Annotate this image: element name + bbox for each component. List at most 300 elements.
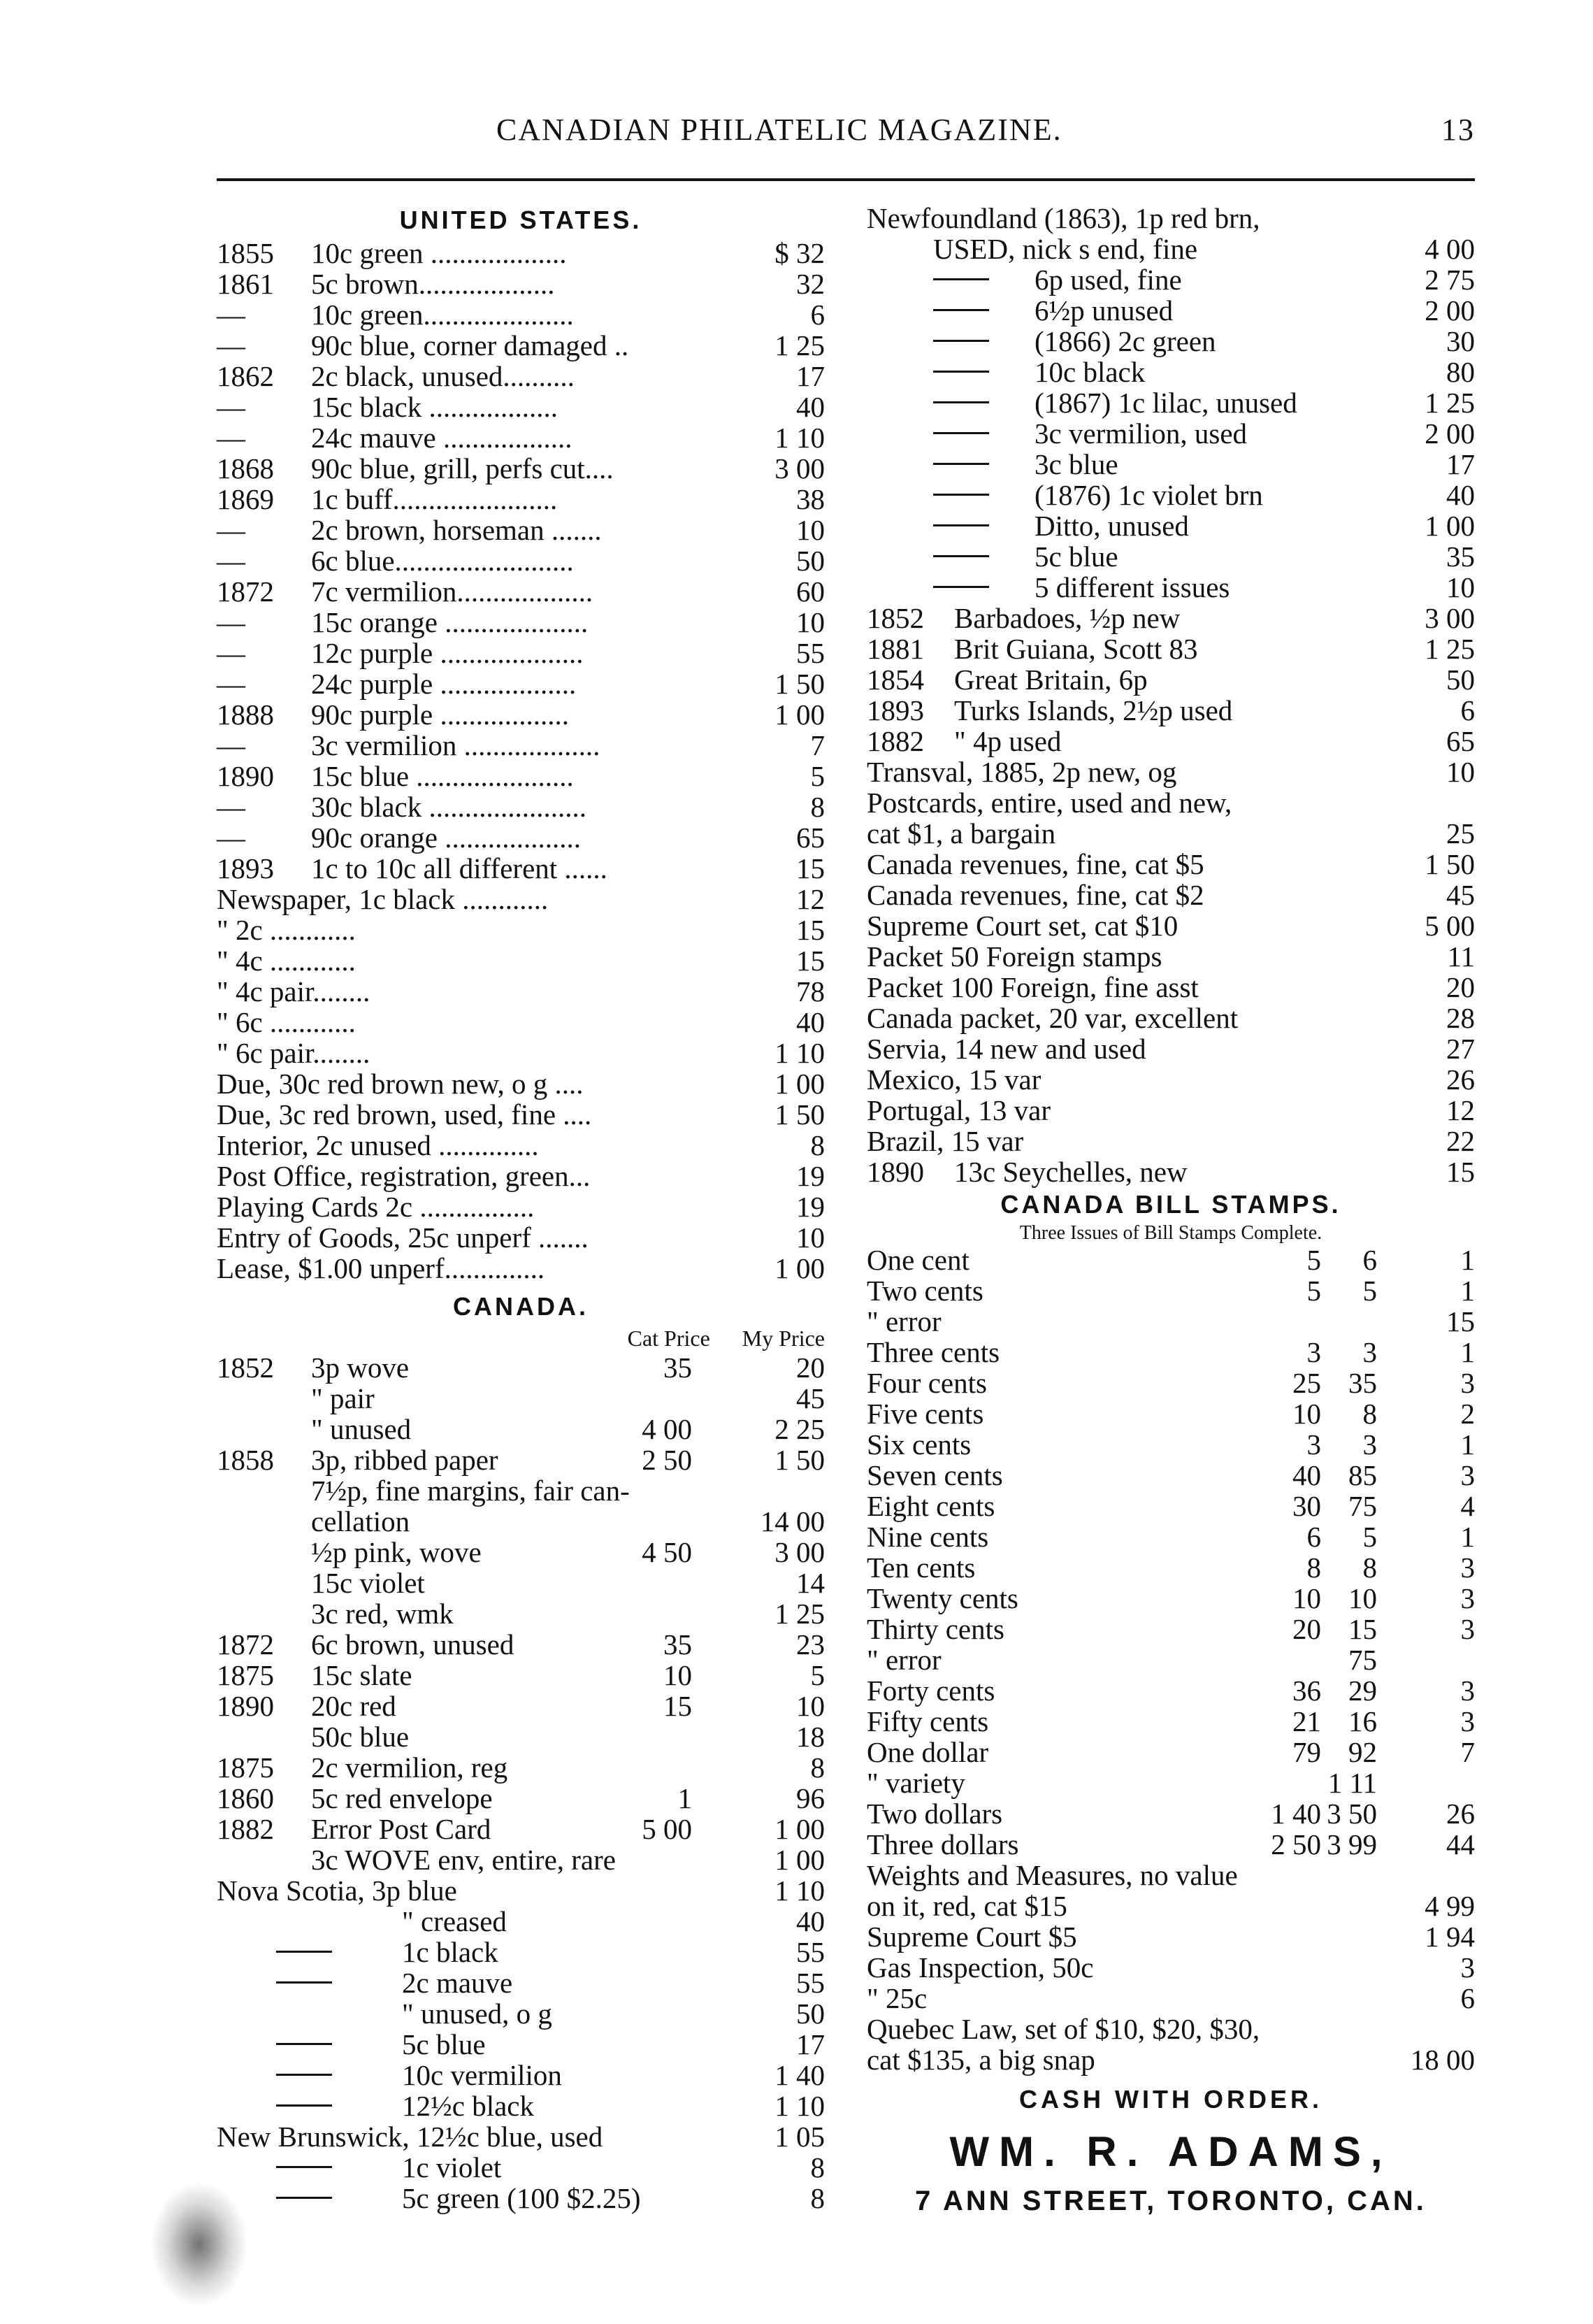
misc-row xyxy=(867,1033,1475,1064)
bill-item: Ten cents xyxy=(867,1551,976,1584)
nf-row xyxy=(867,480,1475,510)
bill-issue-1: 40 xyxy=(1292,1459,1321,1491)
misc-year: 1854 xyxy=(867,664,924,696)
cat-price: 4 50 xyxy=(642,1536,692,1568)
us-row xyxy=(217,945,825,976)
canada-year: 1852 xyxy=(217,1351,274,1384)
bill-issue-1: 3 xyxy=(1306,1428,1321,1461)
canada-item: 10c vermilion xyxy=(402,2059,562,2091)
us-item: 15c black .................. xyxy=(311,391,558,423)
cash-with-order: CASH WITH ORDER. xyxy=(1019,2085,1322,2114)
us-amount: 1 00 xyxy=(774,698,825,731)
us-amount: 10 xyxy=(796,606,825,638)
ditto-dash xyxy=(933,555,989,557)
ditto-dash xyxy=(933,586,989,588)
misc-row xyxy=(867,1156,1475,1187)
us-year: — xyxy=(217,668,245,700)
us-row xyxy=(217,1099,825,1130)
misc-year: 1890 xyxy=(867,1156,924,1188)
us-item: 1c buff....................... xyxy=(311,483,558,515)
my-price: 14 xyxy=(796,1567,825,1599)
canada-item: 5c red envelope xyxy=(311,1782,493,1814)
canada-row xyxy=(217,2121,825,2152)
canada-column-headers xyxy=(217,1324,825,1352)
bill-row xyxy=(867,1675,1475,1706)
misc-amount: 45 xyxy=(1446,879,1475,911)
us-row xyxy=(217,976,825,1007)
misc-item: Canada revenues, fine, cat $2 xyxy=(867,879,1204,911)
tail-row xyxy=(867,1952,1475,1983)
my-price: 40 xyxy=(796,1905,825,1937)
ditto-dash xyxy=(933,463,989,465)
us-row xyxy=(217,238,825,268)
us-amount: 10 xyxy=(796,514,825,546)
us-item: Lease, $1.00 unperf.............. xyxy=(217,1252,545,1284)
canada-item: 3c red, wmk xyxy=(311,1598,454,1630)
bill-issue-2: 8 xyxy=(1362,1398,1377,1430)
us-year: — xyxy=(217,637,245,669)
nf-item: 3c vermilion, used xyxy=(1035,417,1248,450)
nf-amount: 4 00 xyxy=(1425,233,1475,265)
canada-row xyxy=(217,1998,825,2029)
canada-item: 15c violet xyxy=(311,1567,425,1599)
misc-item: Portugal, 13 var xyxy=(867,1094,1051,1126)
bill-issue-3: 3 xyxy=(1460,1459,1475,1491)
us-list xyxy=(217,238,825,1284)
canada-row xyxy=(217,1352,825,1383)
us-item: 6c blue......................... xyxy=(311,545,574,577)
us-amount: 60 xyxy=(796,575,825,608)
canada-row xyxy=(217,1568,825,1598)
bill-issue-3: 3 xyxy=(1460,1674,1475,1707)
us-row xyxy=(217,1038,825,1068)
bill-issue-2: 1 11 xyxy=(1327,1767,1377,1799)
canada-item: 7½p, fine margins, fair can- xyxy=(311,1475,630,1507)
bill-issue-1: 79 xyxy=(1292,1736,1321,1768)
bill-issue-3: 1 xyxy=(1460,1428,1475,1461)
bill-row xyxy=(867,1706,1475,1737)
misc-row xyxy=(867,849,1475,880)
tail-row xyxy=(867,1983,1475,2014)
us-item: 12c purple .................... xyxy=(311,637,584,669)
us-row xyxy=(217,1253,825,1284)
canada-item: New Brunswick, 12½c blue, used xyxy=(217,2121,603,2153)
my-price: 5 xyxy=(810,1659,825,1691)
bill-row xyxy=(867,1644,1475,1675)
canada-row xyxy=(217,1537,825,1568)
us-item: Newspaper, 1c black ............ xyxy=(217,883,549,915)
canada-row xyxy=(217,1783,825,1814)
bill-issue-2: 15 xyxy=(1348,1613,1377,1645)
my-price: 8 xyxy=(810,1751,825,1784)
us-amount: 32 xyxy=(796,268,825,300)
bill-row xyxy=(867,1614,1475,1644)
ditto-dash xyxy=(933,340,989,342)
my-price: 8 xyxy=(810,2182,825,2214)
nf-row xyxy=(867,295,1475,326)
nf-row xyxy=(867,541,1475,572)
canada-year: 1875 xyxy=(217,1751,274,1784)
canada-row xyxy=(217,1875,825,1906)
us-amount: 7 xyxy=(810,729,825,761)
misc-item: Servia, 14 new and used xyxy=(867,1033,1146,1065)
us-row xyxy=(217,1007,825,1038)
us-amount: 1 00 xyxy=(774,1252,825,1284)
us-item: Interior, 2c unused .............. xyxy=(217,1129,539,1161)
nf-amount: 1 00 xyxy=(1425,510,1475,542)
page-number: 13 xyxy=(1441,113,1475,147)
us-amount: 8 xyxy=(810,791,825,823)
right-column xyxy=(867,203,1475,2222)
us-heading: UNITED STATES. xyxy=(399,206,642,234)
cat-price-header: Cat Price xyxy=(627,1326,710,1351)
ditto-dash xyxy=(276,2197,332,2199)
bill-item: Four cents xyxy=(867,1367,987,1399)
nf-amount: 2 75 xyxy=(1425,264,1475,296)
bill-item: Three cents xyxy=(867,1336,1000,1368)
us-item: Playing Cards 2c ................ xyxy=(217,1191,535,1223)
bill-row xyxy=(867,1306,1475,1337)
canada-item: 5c blue xyxy=(402,2028,486,2060)
my-price: 3 00 xyxy=(774,1536,825,1568)
nf-item: 3c blue xyxy=(1035,448,1118,480)
nf-row xyxy=(867,387,1475,418)
nf-row xyxy=(867,449,1475,480)
us-row xyxy=(217,1130,825,1161)
ditto-dash xyxy=(276,2074,332,2076)
us-row xyxy=(217,453,825,484)
canada-row xyxy=(217,2029,825,2060)
my-price: 17 xyxy=(796,2028,825,2060)
us-row xyxy=(217,1161,825,1191)
us-amount: $ 32 xyxy=(774,237,825,269)
us-amount: 8 xyxy=(810,1129,825,1161)
canada-item: 1c black xyxy=(402,1936,498,1968)
tail-row xyxy=(867,1860,1475,1891)
us-row xyxy=(217,268,825,299)
cat-price: 2 50 xyxy=(642,1444,692,1476)
my-price-header: My Price xyxy=(742,1326,825,1351)
us-amount: 15 xyxy=(796,914,825,946)
ditto-dash xyxy=(933,309,989,311)
canada-row xyxy=(217,1814,825,1844)
bill-issue-3: 1 xyxy=(1460,1336,1475,1368)
tail-amount: 1 94 xyxy=(1425,1921,1475,1953)
us-row xyxy=(217,392,825,422)
canada-row xyxy=(217,1937,825,1967)
tail-item: cat $135, a big snap xyxy=(867,2044,1095,2076)
bill-item: Nine cents xyxy=(867,1521,989,1553)
canada-item: 15c slate xyxy=(311,1659,412,1691)
bill-issue-1: 21 xyxy=(1292,1705,1321,1737)
my-price: 1 50 xyxy=(774,1444,825,1476)
us-item: 7c vermilion................... xyxy=(311,575,593,608)
us-amount: 50 xyxy=(796,545,825,577)
cat-price: 35 xyxy=(663,1351,692,1384)
misc-amount: 25 xyxy=(1446,817,1475,849)
nf-amount: 1 25 xyxy=(1425,387,1475,419)
header-rule xyxy=(217,178,1475,181)
canada-list xyxy=(217,1352,825,2214)
us-item: 5c brown................... xyxy=(311,268,555,300)
us-item: " 6c pair........ xyxy=(217,1037,370,1069)
canada-item: " pair xyxy=(311,1382,375,1414)
misc-list xyxy=(867,603,1475,1187)
my-price: 2 25 xyxy=(774,1413,825,1445)
cat-price: 4 00 xyxy=(642,1413,692,1445)
us-year: 1861 xyxy=(217,268,274,300)
my-price: 1 40 xyxy=(774,2059,825,2091)
canada-row xyxy=(217,1967,825,1998)
my-price: 23 xyxy=(796,1628,825,1660)
nf-item: Ditto, unused xyxy=(1035,510,1189,542)
canada-item: 12½c black xyxy=(402,2090,534,2122)
misc-row xyxy=(867,972,1475,1003)
us-year: — xyxy=(217,791,245,823)
misc-row xyxy=(867,880,1475,910)
tail-item: Weights and Measures, no value xyxy=(867,1859,1238,1891)
tail-item: Quebec Law, set of $10, $20, $30, xyxy=(867,2013,1260,2045)
misc-item: Great Britain, 6p xyxy=(954,664,1148,696)
bill-item: Three dollars xyxy=(867,1828,1019,1860)
tail-amount: 4 99 xyxy=(1425,1890,1475,1922)
us-amount: 5 xyxy=(810,760,825,792)
misc-amount: 5 00 xyxy=(1425,910,1475,942)
canada-row xyxy=(217,1844,825,1875)
canada-row xyxy=(217,1660,825,1691)
ditto-dash xyxy=(933,432,989,434)
bill-note: Three Issues of Bill Stamps Complete. xyxy=(1019,1222,1322,1244)
misc-row xyxy=(867,1003,1475,1033)
canada-row xyxy=(217,1383,825,1414)
us-row xyxy=(217,330,825,361)
misc-year: 1881 xyxy=(867,633,924,665)
us-item: 3c vermilion ................... xyxy=(311,729,600,761)
dealer-name: WM. R. ADAMS, xyxy=(949,2128,1392,2175)
misc-year: 1893 xyxy=(867,694,924,726)
tail-row xyxy=(867,2014,1475,2044)
misc-amount: 1 50 xyxy=(1425,848,1475,880)
us-year: — xyxy=(217,329,245,361)
us-year: 1872 xyxy=(217,575,274,608)
us-row xyxy=(217,822,825,853)
canada-item: 5c green (100 $2.25) xyxy=(402,2182,641,2214)
misc-amount: 20 xyxy=(1446,971,1475,1003)
canada-row xyxy=(217,1444,825,1475)
nf-row xyxy=(867,357,1475,387)
misc-row xyxy=(867,1095,1475,1126)
canada-row xyxy=(217,1906,825,1937)
misc-amount: 28 xyxy=(1446,1002,1475,1034)
nf-item: (1867) 1c lilac, unused xyxy=(1035,387,1297,419)
bill-issue-3: 1 xyxy=(1460,1275,1475,1307)
us-item: 2c brown, horseman ....... xyxy=(311,514,602,546)
us-row xyxy=(217,515,825,545)
us-amount: 1 10 xyxy=(774,422,825,454)
bill-row xyxy=(867,1398,1475,1429)
bill-issue-3: 3 xyxy=(1460,1582,1475,1614)
bill-row xyxy=(867,1460,1475,1491)
my-price: 14 00 xyxy=(760,1505,825,1537)
misc-amount: 10 xyxy=(1446,756,1475,788)
bill-issue-3: 3 xyxy=(1460,1551,1475,1584)
bill-issue-3: 15 xyxy=(1446,1305,1475,1337)
us-item: 15c orange .................... xyxy=(311,606,589,638)
my-price: 1 05 xyxy=(774,2121,825,2153)
us-row xyxy=(217,484,825,515)
bill-issue-2: 5 xyxy=(1362,1521,1377,1553)
us-row xyxy=(217,638,825,668)
bill-issue-2: 85 xyxy=(1348,1459,1377,1491)
my-price: 1 10 xyxy=(774,2090,825,2122)
us-row xyxy=(217,668,825,699)
bill-row xyxy=(867,1552,1475,1583)
us-item: Entry of Goods, 25c unperf ....... xyxy=(217,1221,589,1254)
bill-issue-1: 20 xyxy=(1292,1613,1321,1645)
us-item: 15c blue ...................... xyxy=(311,760,574,792)
bill-item: " variety xyxy=(867,1767,965,1799)
canada-row xyxy=(217,1598,825,1629)
bill-row xyxy=(867,1798,1475,1829)
ditto-dash xyxy=(276,1981,332,1984)
nf-amount: 40 xyxy=(1446,479,1475,511)
nf-row xyxy=(867,326,1475,357)
my-price: 50 xyxy=(796,1997,825,2030)
us-amount: 19 xyxy=(796,1160,825,1192)
tail-item: Supreme Court $5 xyxy=(867,1921,1077,1953)
bill-item: Five cents xyxy=(867,1398,984,1430)
misc-amount: 50 xyxy=(1446,664,1475,696)
us-amount: 6 xyxy=(810,299,825,331)
misc-amount: 6 xyxy=(1460,694,1475,726)
misc-amount: 3 00 xyxy=(1425,602,1475,634)
my-price: 8 xyxy=(810,2151,825,2183)
misc-row xyxy=(867,695,1475,726)
misc-item: Transval, 1885, 2p new, og xyxy=(867,756,1177,788)
tail-item: on it, red, cat $15 xyxy=(867,1890,1067,1922)
bill-item: One dollar xyxy=(867,1736,989,1768)
newfoundland-list xyxy=(867,203,1475,603)
tail-list xyxy=(867,1860,1475,2075)
nf-row xyxy=(867,264,1475,295)
misc-row xyxy=(867,818,1475,849)
dealer-address: 7 ANN STREET, TORONTO, CAN. xyxy=(915,2186,1427,2216)
bill-issue-2: 3 xyxy=(1362,1428,1377,1461)
misc-item: Brazil, 15 var xyxy=(867,1125,1024,1157)
tail-item: Gas Inspection, 50c xyxy=(867,1951,1094,1984)
bill-issue-3: 1 xyxy=(1460,1521,1475,1553)
us-amount: 55 xyxy=(796,637,825,669)
nf-row xyxy=(867,572,1475,603)
nf-row xyxy=(867,510,1475,541)
my-price: 1 00 xyxy=(774,1844,825,1876)
canada-year: 1875 xyxy=(217,1659,274,1691)
us-year: — xyxy=(217,606,245,638)
nf-amount: 2 00 xyxy=(1425,294,1475,327)
bill-item: One cent xyxy=(867,1244,970,1276)
nf-amount: 10 xyxy=(1446,571,1475,603)
canada-item: ½p pink, wove xyxy=(311,1536,482,1568)
us-row xyxy=(217,884,825,914)
us-item: Due, 3c red brown, used, fine .... xyxy=(217,1098,592,1131)
canada-year: 1882 xyxy=(217,1813,274,1845)
canada-row xyxy=(217,2152,825,2183)
bill-heading: CANADA BILL STAMPS. xyxy=(1000,1190,1341,1219)
us-year: 1888 xyxy=(217,698,274,731)
us-item: " 4c ............ xyxy=(217,945,356,977)
us-amount: 40 xyxy=(796,1006,825,1038)
bill-issue-1: 5 xyxy=(1306,1244,1321,1276)
bill-item: Seven cents xyxy=(867,1459,1003,1491)
bill-issue-2: 3 50 xyxy=(1327,1798,1377,1830)
us-row xyxy=(217,699,825,730)
canada-row xyxy=(217,1414,825,1444)
us-year: 1893 xyxy=(217,852,274,884)
us-year: 1855 xyxy=(217,237,274,269)
us-item: 90c orange ................... xyxy=(311,822,581,854)
cat-price: 1 xyxy=(677,1782,692,1814)
canada-year: 1890 xyxy=(217,1690,274,1722)
misc-year: 1882 xyxy=(867,725,924,757)
misc-row xyxy=(867,941,1475,972)
magazine-title: CANADIAN PHILATELIC MAGAZINE. xyxy=(496,113,1062,147)
us-amount: 1 10 xyxy=(774,1037,825,1069)
nf-item: 6p used, fine xyxy=(1035,264,1182,296)
us-amount: 1 25 xyxy=(774,329,825,361)
bill-issue-1: 5 xyxy=(1306,1275,1321,1307)
us-item: 90c purple .................. xyxy=(311,698,569,731)
canada-item: 20c red xyxy=(311,1690,396,1722)
cat-price: 10 xyxy=(663,1659,692,1691)
us-row xyxy=(217,853,825,884)
us-year: — xyxy=(217,391,245,423)
us-amount: 1 50 xyxy=(774,1098,825,1131)
tail-amount: 18 00 xyxy=(1410,2044,1475,2076)
misc-item: Barbadoes, ½p new xyxy=(954,602,1181,634)
misc-year: 1852 xyxy=(867,602,924,634)
us-row xyxy=(217,361,825,392)
us-item: 30c black ...................... xyxy=(311,791,586,823)
bill-issue-2: 16 xyxy=(1348,1705,1377,1737)
my-price: 20 xyxy=(796,1351,825,1384)
us-item: 24c purple ................... xyxy=(311,668,577,700)
tail-item: " 25c xyxy=(867,1982,928,2014)
bill-issue-1: 3 xyxy=(1306,1336,1321,1368)
nf-item: 10c black xyxy=(1035,356,1146,388)
canada-item: 3p wove xyxy=(311,1351,410,1384)
nf-item: USED, nick s end, fine xyxy=(933,233,1198,265)
us-item: " 2c ............ xyxy=(217,914,356,946)
canada-item: " unused, o g xyxy=(402,1997,552,2030)
misc-item: Packet 50 Foreign stamps xyxy=(867,940,1162,973)
us-year: 1869 xyxy=(217,483,274,515)
nf-amount: 2 00 xyxy=(1425,417,1475,450)
my-price: 1 00 xyxy=(774,1813,825,1845)
us-item: 24c mauve .................. xyxy=(311,422,572,454)
bill-issue-2: 3 xyxy=(1362,1336,1377,1368)
bill-issue-3: 26 xyxy=(1446,1798,1475,1830)
bill-row xyxy=(867,1491,1475,1521)
canada-row xyxy=(217,2060,825,2090)
us-item: " 4c pair........ xyxy=(217,975,370,1007)
canada-year: 1860 xyxy=(217,1782,274,1814)
ditto-dash xyxy=(933,524,989,526)
us-amount: 3 00 xyxy=(774,452,825,485)
ditto-dash xyxy=(933,401,989,403)
bill-row xyxy=(867,1245,1475,1275)
bill-issue-2: 6 xyxy=(1362,1244,1377,1276)
canada-item: 3p, ribbed paper xyxy=(311,1444,498,1476)
